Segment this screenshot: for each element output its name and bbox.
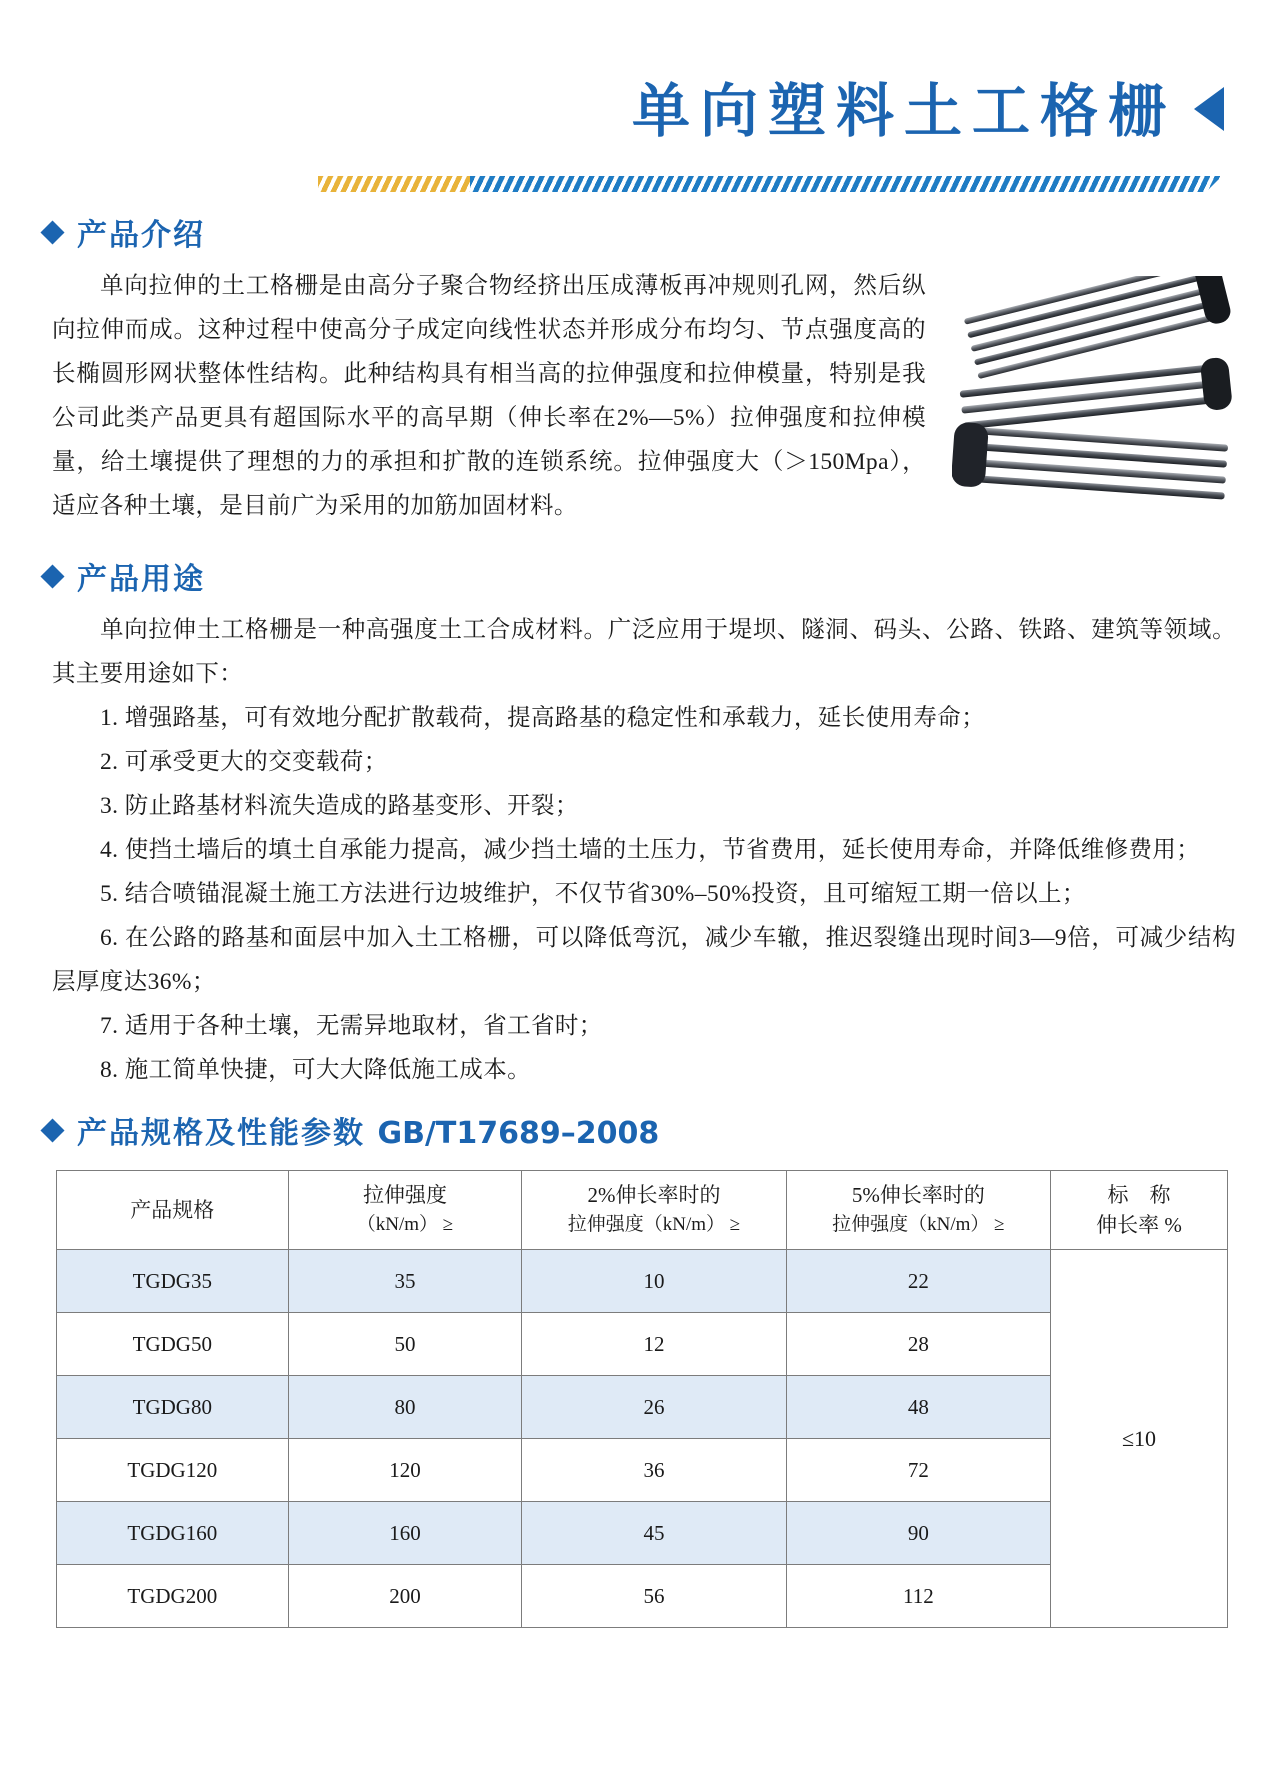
diamond-bullet-icon (40, 220, 64, 244)
standard-code: GB/T17689–2008 (377, 1116, 660, 1151)
cell-nominal-elongation: ≤10 (1051, 1250, 1228, 1628)
spec-table (56, 1170, 1228, 1628)
section-title-usage: 产品用途 (77, 562, 205, 597)
section-heading-spec (44, 1108, 1282, 1152)
th-model-line1: 产品规格 (130, 1198, 215, 1222)
section-heading-intro (44, 210, 1282, 254)
rule-gold-segment (318, 176, 470, 192)
cell-elong2: 12 (522, 1313, 786, 1376)
cell-model: TGDG35 (57, 1250, 289, 1313)
th-nominal-line1: 标 称 (1107, 1183, 1171, 1207)
section-title-spec (77, 1108, 659, 1152)
cell-elong5: 48 (786, 1376, 1050, 1439)
spec-table-head (57, 1171, 1228, 1250)
cell-elong5: 22 (786, 1250, 1050, 1313)
th-nominal-line2: 伸长率 % (1096, 1213, 1182, 1237)
usage-item: 8. 施工简单快捷，可大大降低施工成本。 (100, 1057, 531, 1083)
intro-section (0, 264, 1282, 528)
th-tensile-line1: 拉伸强度 (362, 1183, 447, 1207)
intro-paragraph: 单向拉伸的土工格栅是由高分子聚合物经挤出压成薄板再冲规则孔网，然后纵向拉伸而成。这种过程中使高分子成定向线性状态并形成分布均匀、节点强度高的长椭圆形网状整体性结构。此种结构具有相当高的拉伸强度和拉伸模量，特别是我公司此类产品更具有超国际水平的高早期（伸长率在2%—5%）拉伸强度和拉伸模量，给土壤提供了理想的力的承担和扩散的连锁系统。拉伸强度大（＞150Mpa），适应各种土壤，是目前广为采用的加筋加固材料。 (52, 273, 926, 519)
cell-model: TGDG80 (57, 1376, 289, 1439)
cell-model: TGDG160 (57, 1502, 289, 1565)
th-elong5 (786, 1171, 1050, 1250)
usage-item: 1. 增强路基，可有效地分配扩散载荷，提高路基的稳定性和承载力，延长使用寿命； (100, 705, 986, 731)
page-header (0, 0, 1282, 210)
usage-item: 2. 可承受更大的交变载荷； (100, 749, 388, 775)
cell-model: TGDG120 (57, 1439, 289, 1502)
header-rule (318, 176, 1222, 192)
table-header-row (57, 1171, 1228, 1250)
cell-tensile: 35 (288, 1250, 522, 1313)
usage-section (0, 608, 1282, 1092)
cell-model: TGDG50 (57, 1313, 289, 1376)
spec-table-body (57, 1250, 1228, 1628)
spec-table-wrap (56, 1170, 1230, 1628)
cell-tensile: 120 (288, 1439, 522, 1502)
usage-item: 4. 使挡土墙后的填土自承能力提高，减少挡土墙的土压力，节省费用，延长使用寿命，并降低维修费用； (100, 837, 1201, 863)
section-title-intro: 产品介绍 (77, 218, 205, 253)
cell-elong2: 10 (522, 1250, 786, 1313)
th-elong2-line1: 2%伸长率时的 (587, 1183, 721, 1207)
usage-item: 5. 结合喷锚混凝土施工方法进行边坡维护，不仅节省30%–50%投资，且可缩短工期一倍以上； (100, 881, 1086, 907)
th-tensile (288, 1171, 522, 1250)
th-nominal-elongation (1051, 1171, 1228, 1250)
cell-elong5: 28 (786, 1313, 1050, 1376)
cell-elong2: 26 (522, 1376, 786, 1439)
cell-tensile: 50 (288, 1313, 522, 1376)
diamond-bullet-icon (40, 564, 64, 588)
th-elong5-line2: 拉伸强度（kN/m） ≥ (832, 1214, 1005, 1235)
th-elong5-line1: 5%伸长率时的 (851, 1183, 985, 1207)
rule-blue-segment (470, 176, 1222, 192)
page-title: 单向塑料土工格栅 (631, 77, 1176, 145)
usage-item: 3. 防止路基材料流失造成的路基变形、开裂； (100, 793, 579, 819)
cell-tensile: 80 (288, 1376, 522, 1439)
th-elong2 (522, 1171, 786, 1250)
table-row (57, 1250, 1228, 1313)
product-photo (952, 276, 1252, 526)
usage-lead: 单向拉伸土工格栅是一种高强度土工合成材料。广泛应用于堤坝、隧洞、码头、公路、铁路、建筑等领域。 其主要用途如下： (52, 617, 1236, 687)
cell-elong2: 45 (522, 1502, 786, 1565)
section-heading-usage (44, 554, 1282, 598)
section-title-spec-text: 产品规格及性能参数 (77, 1116, 378, 1151)
cell-elong5: 72 (786, 1439, 1050, 1502)
cell-tensile: 160 (288, 1502, 522, 1565)
th-elong2-line2: 拉伸强度（kN/m） ≥ (567, 1214, 741, 1235)
diamond-bullet-icon (40, 1118, 64, 1142)
usage-item: 6. 在公路的路基和面层中加入土工格栅，可以降低弯沉，减少车辙，推迟裂缝出现时间3—9倍，可减少结构层厚度达36%； (52, 925, 1236, 995)
cell-elong2: 36 (522, 1439, 786, 1502)
cell-elong2: 56 (522, 1565, 786, 1628)
cell-elong5: 90 (786, 1502, 1050, 1565)
left-triangle-icon (1194, 87, 1224, 131)
usage-item: 7. 适用于各种土壤，无需异地取材，省工省时； (100, 1013, 603, 1039)
th-model (57, 1171, 289, 1250)
th-tensile-line2: （kN/m） ≥ (356, 1214, 454, 1235)
cell-elong5: 112 (786, 1565, 1050, 1628)
cell-tensile: 200 (288, 1565, 522, 1628)
cell-model: TGDG200 (57, 1565, 289, 1628)
title-row (631, 77, 1224, 145)
